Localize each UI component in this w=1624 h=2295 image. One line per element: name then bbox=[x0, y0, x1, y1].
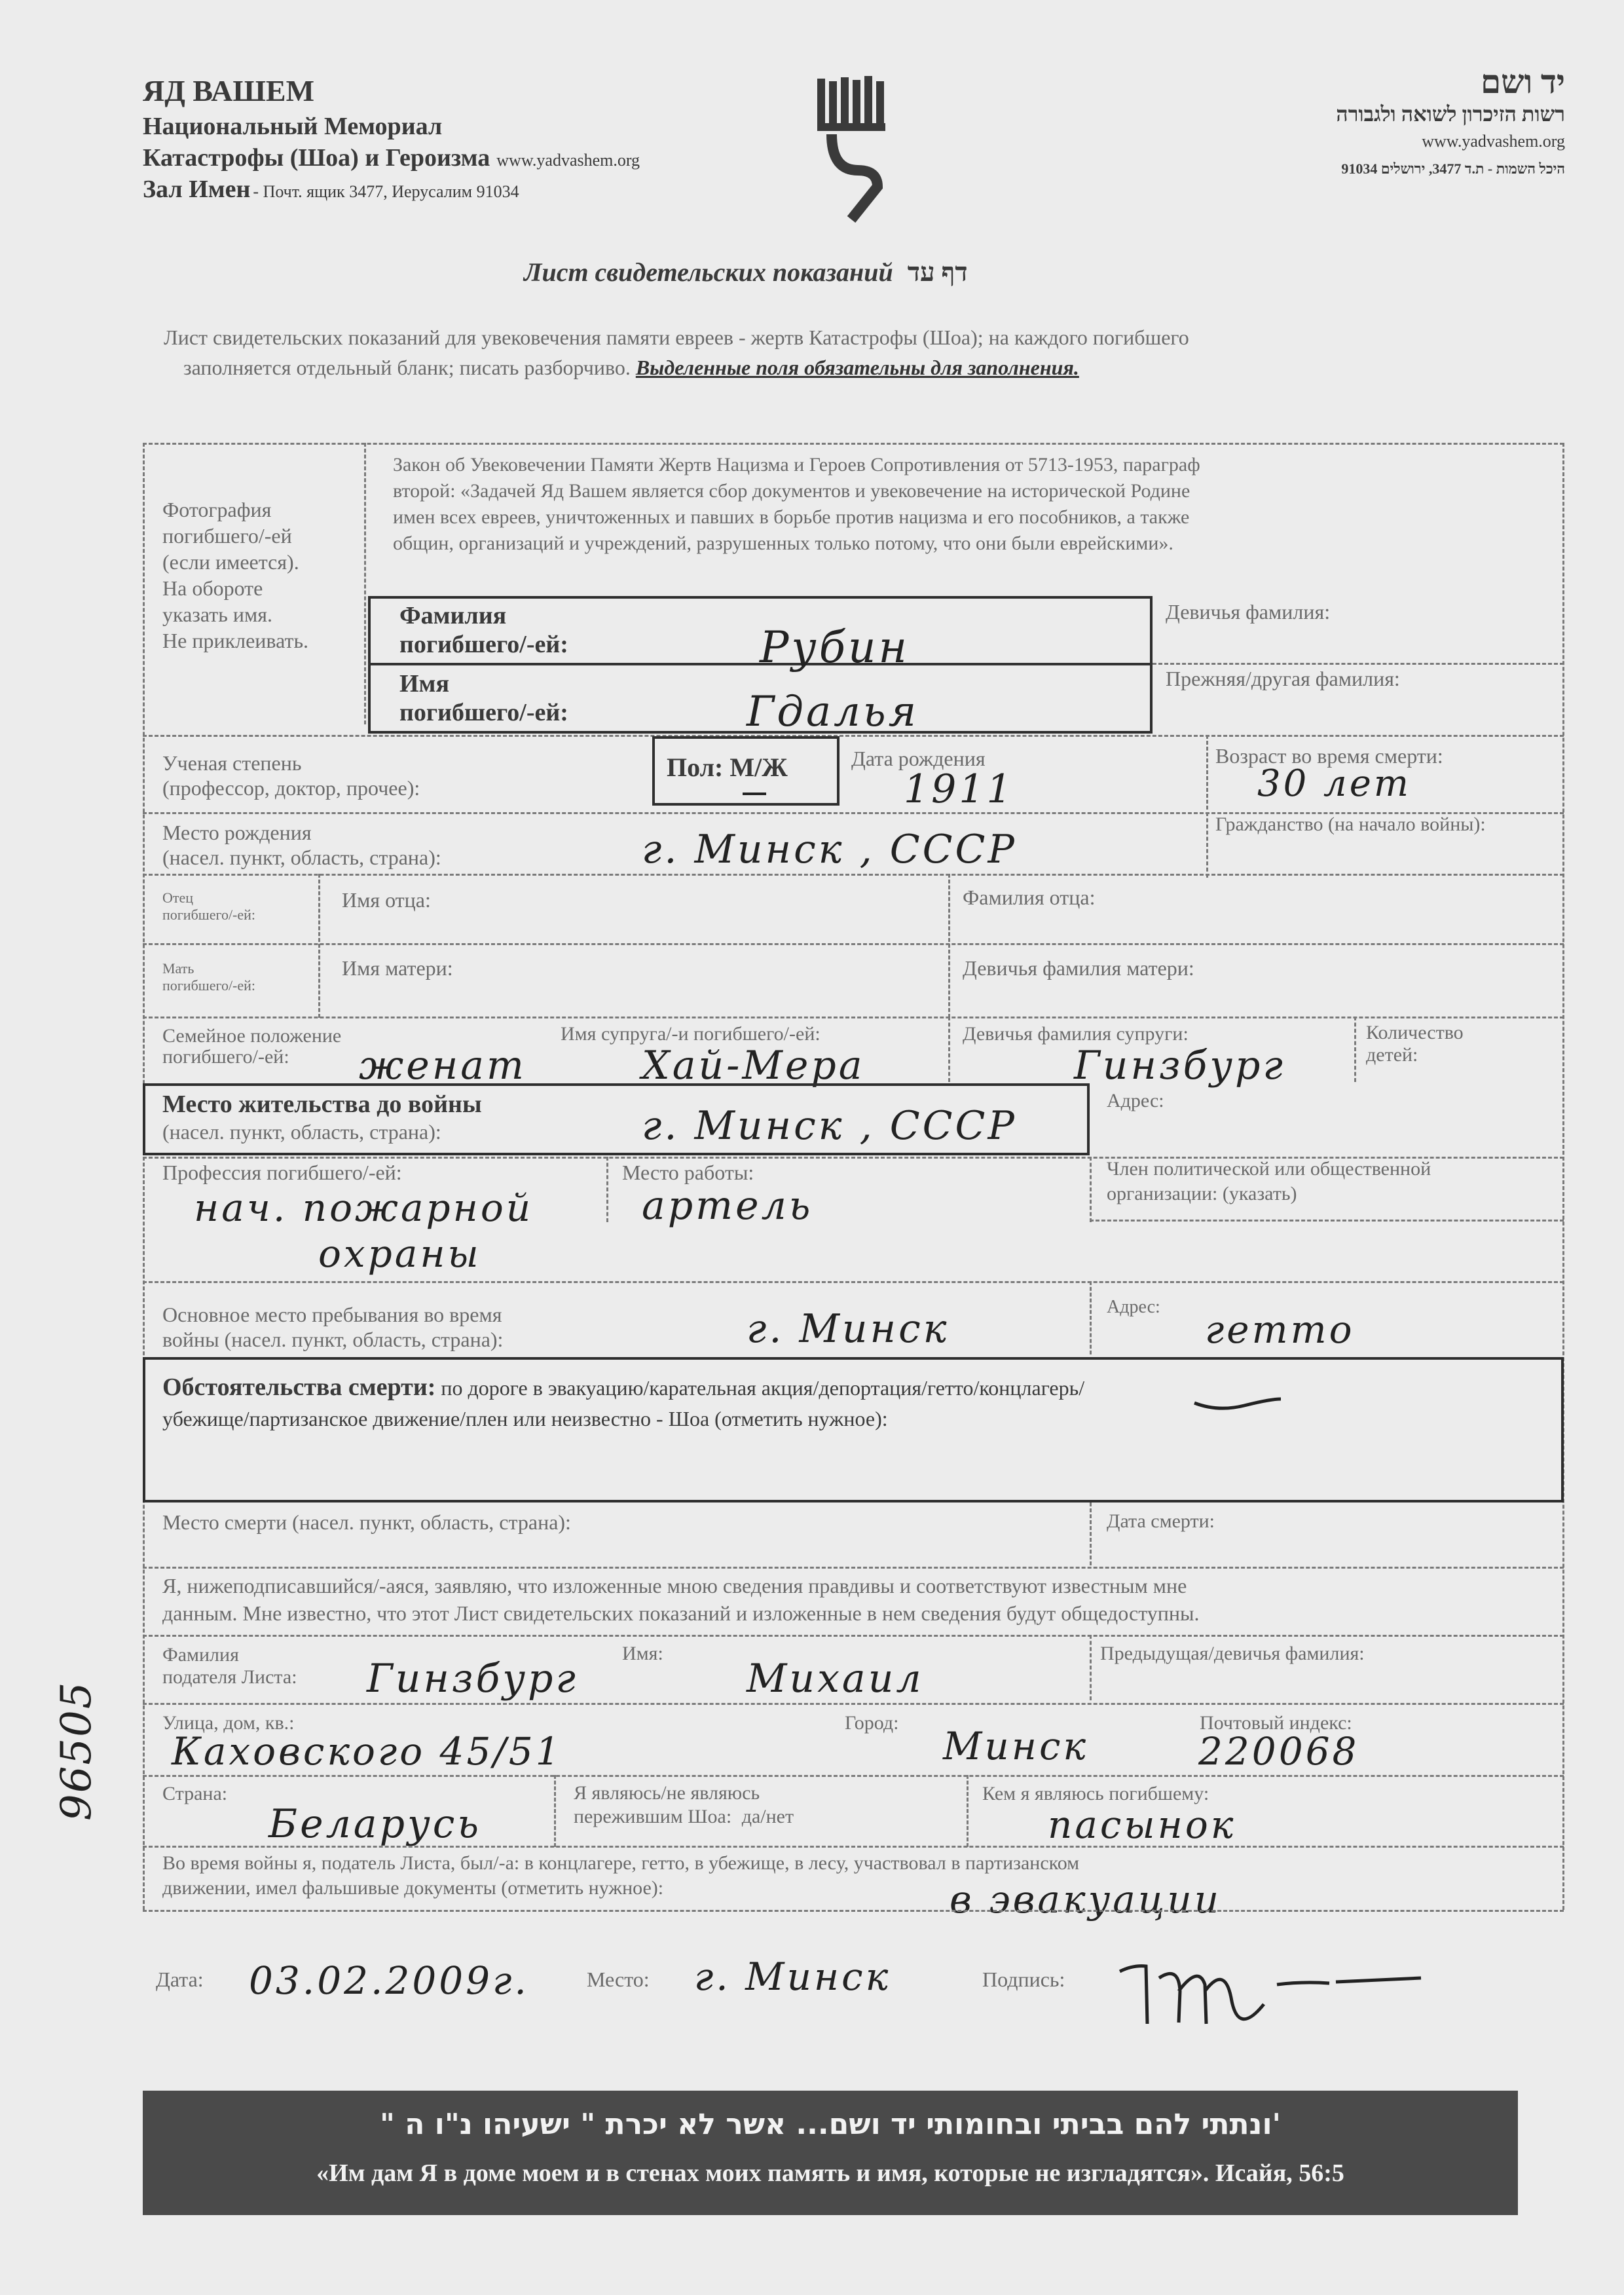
he-org-site: www.yadvashem.org bbox=[1422, 132, 1565, 151]
declaration-l2: данным. Мне известно, что этот Лист свидетельских показаний и изложенные в нем сведения будут общедоступны. bbox=[162, 1601, 1200, 1625]
relation-value[interactable]: пасынок bbox=[1048, 1802, 1236, 1847]
law-l2: второй: «Задачей Яд Вашем является сбор документов и увековечение на исторической Родине bbox=[393, 480, 1190, 502]
declaration bbox=[162, 1572, 1557, 1627]
firstname-value[interactable]: Гдалья bbox=[747, 688, 919, 736]
zip-label: Почтовый индекс: bbox=[1200, 1712, 1352, 1734]
intro-line2: заполняется отдельный бланк; писать разборчиво. bbox=[183, 356, 631, 379]
residence-label-title: Место жительства до войны bbox=[162, 1091, 482, 1118]
submitter-wartime-value[interactable]: в эвакуации bbox=[950, 1877, 1222, 1922]
header-ru bbox=[143, 73, 798, 204]
profession-value-2[interactable]: охраны bbox=[318, 1231, 481, 1276]
residence-label-sub: (насел. пункт, область, страна): bbox=[162, 1120, 441, 1144]
sex-mark-underline bbox=[743, 793, 766, 795]
birthplace-value[interactable]: г. Минск , СССР bbox=[642, 827, 1017, 872]
marital-value[interactable]: женат bbox=[359, 1043, 526, 1089]
workplace-value[interactable]: артель bbox=[642, 1183, 813, 1229]
wartime-label: Основное место пребывания во время войны (насел. пункт, область, страна): bbox=[162, 1303, 504, 1351]
photo-note bbox=[162, 496, 359, 654]
wartime-value[interactable]: г. Минск bbox=[747, 1306, 950, 1352]
address-label: Адрес: bbox=[1107, 1090, 1164, 1111]
submitter-prev-surname-label: Предыдущая/девичья фамилия: bbox=[1100, 1643, 1365, 1664]
ru-org-line2: Катастрофы (Шоа) и Героизма bbox=[143, 144, 490, 172]
maiden-name-label: Девичья фамилия: bbox=[1166, 600, 1331, 624]
page-number: 96505 bbox=[52, 1681, 101, 1821]
date-value[interactable]: 03.02.2009г. bbox=[249, 1958, 529, 2003]
residence-value[interactable]: г. Минск , СССР bbox=[642, 1103, 1017, 1149]
law-l1: Закон об Увековечении Памяти Жертв Нацизма и Героев Сопротивления от 5713-1953, параграф bbox=[393, 454, 1200, 476]
submitter-name-value[interactable]: Михаил bbox=[747, 1656, 924, 1702]
footer-hebrew: " ונתתי להם בביתי ובחומותי יד ושם... אשר לא יכרת " ישעיהו נ"ו ה' bbox=[379, 2108, 1282, 2141]
father-surname-label: Фамилия отца: bbox=[963, 886, 1096, 909]
membership-label: Член политической или общественной организации: (указать) bbox=[1107, 1158, 1431, 1204]
form-title-he: דף עד bbox=[907, 257, 968, 287]
photo-note-l5: указать имя. bbox=[162, 603, 272, 626]
death-circ-text-2: убежище/партизанское движение/плен или неизвестно - Шоа (отметить нужное): bbox=[162, 1407, 888, 1430]
city-value[interactable]: Минск bbox=[943, 1724, 1089, 1768]
death-circ-text-1: по дороге в эвакуацию/карательная акция/депортация/гетто/концлагерь/ bbox=[441, 1376, 1085, 1400]
firstname-label: Имя погибшего/-ей: bbox=[399, 670, 568, 726]
submitter-surname-label: Фамилия подателя Листа: bbox=[162, 1644, 297, 1688]
street-value[interactable]: Каховского 45/51 bbox=[172, 1729, 563, 1774]
header-he bbox=[1113, 63, 1565, 177]
relation-label: Кем я являюсь погибшему: bbox=[982, 1783, 1209, 1804]
age-value[interactable]: 30 лет bbox=[1257, 762, 1411, 805]
death-place-label: Место смерти (насел. пункт, область, страна): bbox=[162, 1510, 571, 1534]
place-label: Место: bbox=[587, 1968, 650, 1991]
submitter-name-label: Имя: bbox=[622, 1643, 663, 1664]
mother-maiden-label: Девичья фамилия матери: bbox=[963, 956, 1194, 980]
other-surname-label: Прежняя/другая фамилия: bbox=[1166, 667, 1400, 690]
degree-label: Ученая степень (профессор, доктор, прочее): bbox=[162, 751, 420, 800]
submitter-wartime-note: Во время войны я, податель Листа, был/-а: в концлагере, гетто, в убежище, в лесу, участвовал в партизанском движении, имел фальшивые документы (отметить нужное): bbox=[162, 1852, 1080, 1899]
law-l3: имен всех евреев, уничтоженных и павших в борьбе против нацизма и его пособников, а также bbox=[393, 506, 1190, 528]
spouse-maiden-label: Девичья фамилия супруги: bbox=[963, 1023, 1189, 1045]
law-l4: общин, организаций и учреждений, разрушенных только потому, что они были еврейскими». bbox=[393, 532, 1173, 554]
country-value[interactable]: Беларусь bbox=[268, 1801, 482, 1847]
declaration-l1: Я, нижеподписавшийся/-аяся, заявляю, что изложенные мною сведения правдивы и соответствуют известным мне bbox=[162, 1574, 1187, 1597]
intro-required-note: Выделенные поля обязательны для заполнения. bbox=[635, 356, 1079, 379]
yad-vashem-logo bbox=[812, 72, 897, 223]
marital-label: Семейное положение погибшего/-ей: bbox=[162, 1025, 342, 1068]
profession-value-1[interactable]: нач. пожарной bbox=[194, 1185, 534, 1230]
date-label: Дата: bbox=[156, 1968, 204, 1991]
ru-hall-of-names: Зал Имен bbox=[143, 176, 251, 203]
he-org-title: יד ושם bbox=[1480, 64, 1565, 100]
country-label: Страна: bbox=[162, 1783, 228, 1804]
survivor-label: Я являюсь/не являюсь пережившим Шоа: да/нет bbox=[574, 1782, 794, 1827]
law-text bbox=[393, 452, 1559, 557]
footer-banner bbox=[143, 2091, 1518, 2215]
footer-russian: «Им дам Я в доме моем и в стенах моих память и имя, которые не изгладятся». Исайя, 56:5 bbox=[316, 2159, 1344, 2187]
spouse-maiden-value[interactable]: Гинзбург bbox=[1074, 1043, 1285, 1089]
surname-label: Фамилия погибшего/-ей: bbox=[399, 602, 568, 658]
street-label: Улица, дом, кв.: bbox=[162, 1712, 295, 1734]
signature-label: Подпись: bbox=[982, 1968, 1065, 1991]
submitter-surname-value[interactable]: Гинзбург bbox=[367, 1656, 578, 1702]
ru-postal-address: - Почт. ящик 3477, Иерусалим 91034 bbox=[253, 182, 519, 201]
death-circ-label: Обстоятельства смерти: bbox=[162, 1373, 436, 1401]
birth-date-label: Дата рождения bbox=[851, 747, 986, 770]
survivor-options[interactable]: да/нет bbox=[741, 1806, 794, 1827]
he-postal-address: היכל השמות - ת.ד 3477, ירושלים 91034 bbox=[1341, 160, 1565, 177]
photo-note-l6: Не приклеивать. bbox=[162, 629, 309, 652]
spouse-name-value[interactable]: Хай-Мера bbox=[642, 1043, 865, 1089]
spouse-name-label: Имя супруга/-и погибшего/-ей: bbox=[561, 1023, 821, 1045]
ru-org-line1: Национальный Мемориал bbox=[143, 113, 443, 140]
intro-line1: Лист свидетельских показаний для увековечения памяти евреев - жертв Катастрофы (Шоа); на каждого погибшего bbox=[164, 326, 1189, 349]
father-label: Отец погибшего/-ей: bbox=[162, 889, 256, 923]
he-org-line1: רשות הזיכרון לשואה ולגבורה bbox=[1336, 102, 1565, 126]
children-label: Количество детей: bbox=[1366, 1022, 1464, 1066]
intro-text bbox=[164, 322, 1559, 382]
photo-note-l1: Фотография bbox=[162, 498, 272, 521]
ru-org-title: ЯД ВАШЕМ bbox=[143, 74, 314, 107]
form-title: Лист свидетельских показаний bbox=[524, 257, 893, 287]
wartime-address-value[interactable]: гетто bbox=[1205, 1307, 1355, 1352]
profession-label: Профессия погибшего/-ей: bbox=[162, 1161, 402, 1184]
photo-note-l3: (если имеется). bbox=[162, 550, 299, 574]
death-date-label: Дата смерти: bbox=[1107, 1510, 1215, 1532]
workplace-label: Место работы: bbox=[622, 1161, 754, 1184]
ghetto-selection-mark bbox=[1192, 1394, 1283, 1413]
citizenship-label: Гражданство (на начало войны): bbox=[1215, 813, 1486, 835]
death-circ-line1 bbox=[162, 1373, 1084, 1402]
ru-org-site: www.yadvashem.org bbox=[496, 151, 640, 170]
form-title-row bbox=[524, 257, 1179, 288]
mother-name-label: Имя матери: bbox=[342, 956, 453, 980]
photo-note-l4: На обороте bbox=[162, 576, 263, 600]
signature-mark bbox=[1107, 1939, 1434, 2043]
zip-value[interactable]: 220068 bbox=[1198, 1729, 1359, 1774]
surname-value[interactable]: Рубин bbox=[760, 622, 910, 673]
birth-date-value[interactable]: 1911 bbox=[904, 766, 1014, 812]
wartime-address-label: Адрес: bbox=[1107, 1297, 1160, 1317]
birthplace-label: Место рождения (насел. пункт, область, страна): bbox=[162, 821, 441, 869]
father-name-label: Имя отца: bbox=[342, 888, 431, 912]
age-label: Возраст во время смерти: bbox=[1215, 744, 1443, 768]
city-label: Город: bbox=[845, 1712, 899, 1734]
photo-note-l2: погибшего/-ей bbox=[162, 524, 292, 548]
mother-label: Мать погибшего/-ей: bbox=[162, 960, 256, 994]
sex-label: Пол: М/Ж bbox=[667, 753, 788, 782]
place-value[interactable]: г. Минск bbox=[694, 1954, 891, 1999]
